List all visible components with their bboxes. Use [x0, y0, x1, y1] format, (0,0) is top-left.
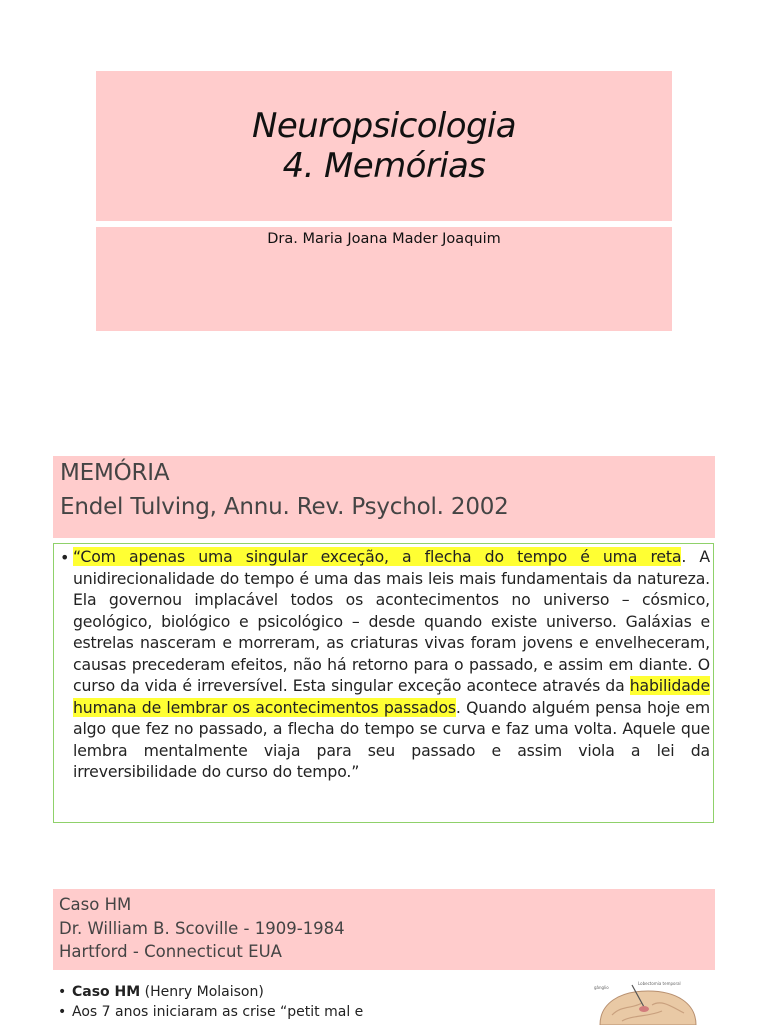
case-location: Hartford - Connecticut EUA — [59, 942, 282, 961]
brain-figure — [592, 975, 704, 1025]
author-name: Dra. Maria Joana Mader Joaquim — [267, 231, 501, 247]
memory-slide — [0, 430, 768, 890]
slide-header — [53, 456, 715, 538]
case-hm-slide — [0, 889, 768, 1024]
bullet-marker: • — [58, 1004, 67, 1020]
case-name-detail: (Henry Molaison) — [140, 984, 264, 1000]
slide-heading: MEMÓRIA — [60, 460, 170, 486]
figure-caption: Lobectomia temporal — [638, 981, 681, 986]
slide-header — [53, 889, 715, 970]
author-box — [96, 227, 672, 331]
case-doctor: Dr. William B. Scoville - 1909-1984 — [59, 919, 345, 938]
bullet-marker: • — [60, 548, 70, 567]
quote-box — [53, 543, 714, 823]
quote-body-part1: . A unidirecionalidade do tempo é uma das mais leis mais fundamentais da natureza. Ela governou implacável todos os acontecimentos no universo – cósmico, geológico, biológico e psicológico – desde quando existe universo. Galáxias e estrelas nasceram e morreram, as criaturas vivas foram jovens e envelheceram, causas precederam efeitos, não há retorno para o passado, e assim em diante. O curso da vida é irreversível. Esta singular exceção acontece através da — [73, 547, 710, 695]
figure-side-label: gânglio — [594, 985, 609, 990]
highlighted-quote-start: “Com apenas uma singular exceção, a flecha do tempo é uma reta — [73, 547, 682, 566]
title-slide — [0, 0, 768, 430]
quote-paragraph — [73, 546, 710, 783]
case-name-bold: Caso HM — [72, 984, 141, 1000]
title-box — [96, 71, 672, 221]
bullet-marker: • — [58, 984, 67, 1000]
presentation-subtitle: 4. Memórias — [282, 146, 486, 186]
case-list — [58, 982, 578, 1022]
list-item — [58, 982, 578, 1002]
case-title: Caso HM — [59, 895, 132, 914]
lesion-marker — [639, 1006, 649, 1012]
case-history-text: Aos 7 anos iniciaram as crise “petit mal e — [72, 1004, 364, 1020]
quote-body-part2: . Quando alguém pensa hoje em algo que fez no passado, a flecha do tempo se curva e faz uma volta. Aquele que lembra mentalmente viaja para seu passado e assim viola a lei da irreversibilidade do curso do tempo.” — [73, 697, 710, 781]
presentation-title: Neuropsicologia — [251, 106, 517, 146]
highlighted-quote-middle: habilidade humana de lembrar os acontecimentos passados — [73, 676, 710, 717]
list-item — [58, 1002, 578, 1022]
slide-citation: Endel Tulving, Annu. Rev. Psychol. 2002 — [60, 494, 509, 520]
